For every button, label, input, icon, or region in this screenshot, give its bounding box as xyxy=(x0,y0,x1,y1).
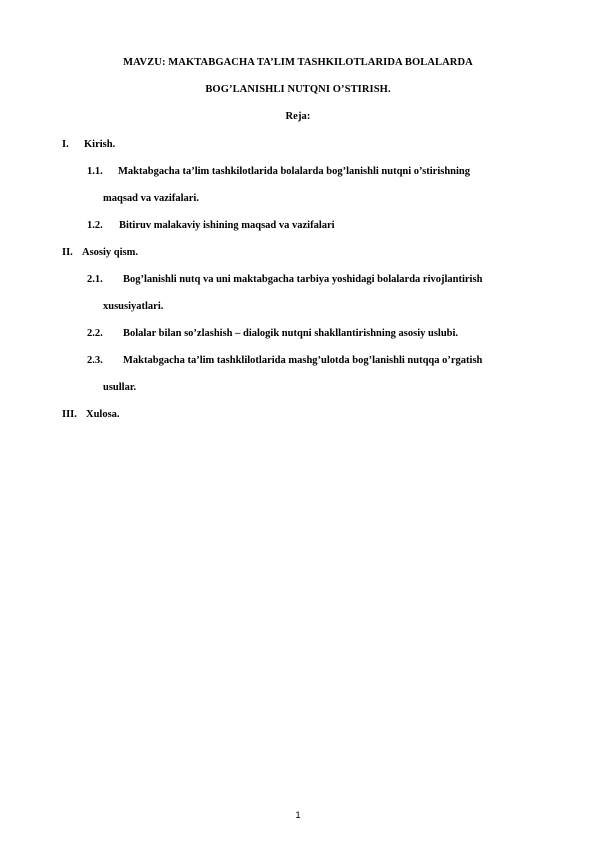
outline-text: Bog’lanishli nutq va uni maktabgacha tarbiya yoshidagi bolalarda rivojlantirish xyxy=(123,274,483,285)
outline-number: 1.1. xyxy=(87,166,103,177)
document-title-line-1: MAVZU: MAKTABGACHA TA’LIM TASHKILOTLARIDA BOLALARDA xyxy=(123,57,473,68)
outline-text-continuation: usullar. xyxy=(103,382,137,393)
outline-text: Asosiy qism. xyxy=(82,247,139,258)
outline-number: II. xyxy=(62,247,73,258)
outline-number: I. xyxy=(62,139,69,150)
outline-text: Xulosa. xyxy=(86,409,120,420)
outline-text: Bolalar bilan so’zlashish – dialogik nutqni shakllantirishning asosiy uslubi. xyxy=(123,328,459,339)
outline-number: 2.3. xyxy=(87,355,103,366)
outline-number: 2.1. xyxy=(87,274,103,285)
plan-heading: Reja: xyxy=(285,111,311,122)
outline-text: Kirish. xyxy=(84,139,116,150)
outline-text: Maktabgacha ta’lim tashkilotlarida bolalarda bog’lanishli nutqni o’stirishning xyxy=(118,166,471,177)
outline-number: 2.2. xyxy=(87,328,103,339)
outline-text: Bitiruv malakaviy ishining maqsad va vazifalari xyxy=(119,220,335,231)
outline-text-continuation: maqsad va vazifalari. xyxy=(103,193,199,204)
outline-text: Maktabgacha ta’lim tashklilotlarida mashg’ulotda bog’lanishli nutqqa o’rgatish xyxy=(123,355,483,366)
outline-text-continuation: xususiyatlari. xyxy=(103,301,164,312)
outline-number: 1.2. xyxy=(87,220,103,231)
document-title-line-2: BOG’LANISHLI NUTQNI O’STIRISH. xyxy=(205,84,391,95)
outline-number: III. xyxy=(62,409,77,420)
page-number: 1 xyxy=(295,810,301,821)
